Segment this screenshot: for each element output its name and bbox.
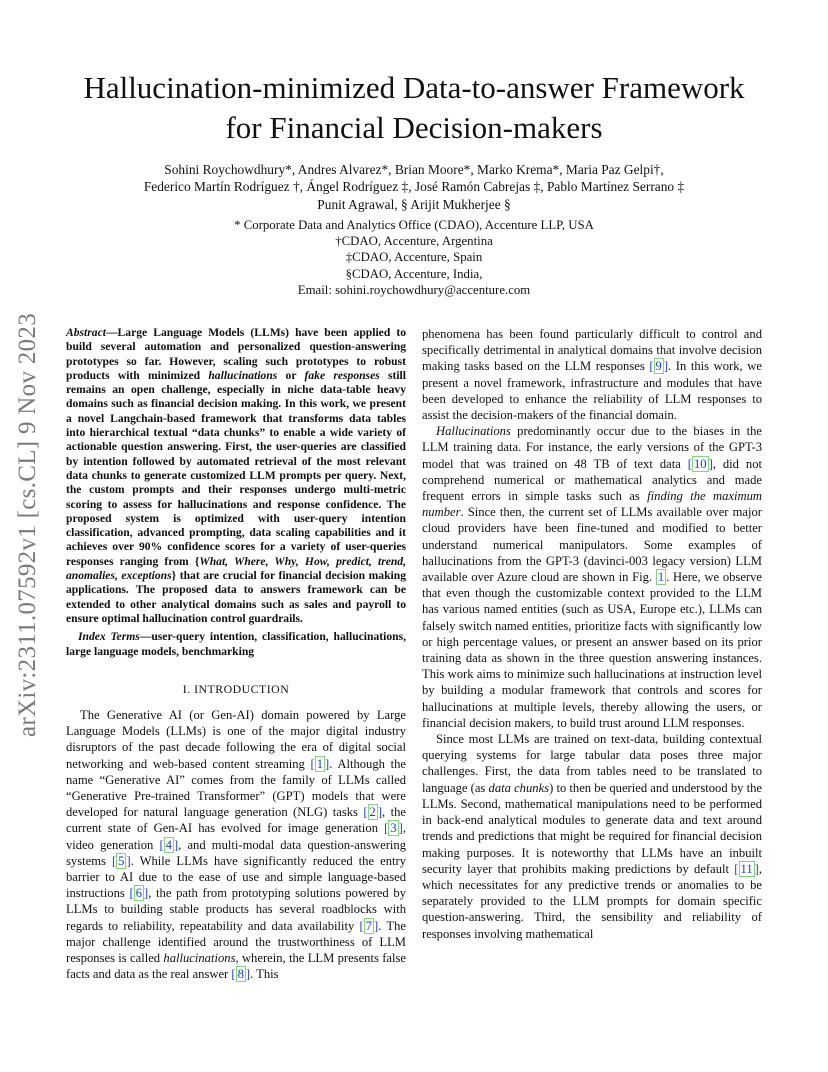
- citation-link[interactable]: 4: [165, 837, 172, 852]
- contact-email: Email: sohini.roychowdhury@accenture.com: [297, 282, 531, 297]
- citation-link[interactable]: 2: [369, 805, 376, 820]
- citation-link[interactable]: 8: [237, 967, 244, 982]
- citation-link[interactable]: 3: [390, 821, 397, 836]
- authors-line-2: Federico Martín Rodríguez †, Ángel Rodríguez ‡, José Ramón Cabrejas ‡, Pablo Martínez Serrano ‡: [143, 179, 685, 195]
- intro-paragraph-1: The Generative AI (or Gen-AI) domain powered by Large Language Models (LLMs) is one of the major digital industry disruptors of the past decade following the era of digital social networking and web-based content streaming [ 1 ] . Although the name “Generative AI” comes from the family of LLMs called “Generative Pre-trained Transformer” (GPT) models that were developed for natural language generation (NLG) tasks [ 2 ] , the current state of Gen-AI has evolved for image generation [ 3 ] , video generation [ 4 ] , and multi-modal data question-answering systems [ 5 ] . While LLMs have significantly reduced the entry barrier to AI due to the ease of use and simple language-based instructions [ 6 ] , the path from prototyping solutions powered by LLMs to building stable products has several roadblocks with regards to reliability, repeatability and data availability [ 7 ] . The major challenge identified around the trustworthiness of LLM responses is called hallucinations, wherein, the LLM presents false facts and data as the real answer [ 8 ] . This: [66, 707, 406, 982]
- intro-paragraph-1-continued: phenomena has been found particularly difficult to control and specifically detrimental in analytical domains that involve decision making tasks based on the LLM responses [ 9 ] . In this work, we present a novel framework, infrastructure and modules that have been developed to enhance the reliability of LLM responses to assist the decision-makers of the financial domain.: [422, 326, 762, 423]
- figure-link[interactable]: 1: [657, 570, 665, 585]
- author-list: [40, 161, 788, 213]
- paper-title: [40, 68, 788, 148]
- intro-paragraph-2: Hallucinations predominantly occur due to the biases in the LLM training data. For instance, the early versions of the GPT-3 model that was trained on 48 TB of text data [ 10 ] , did not comprehend numerical or mathematical analytics and made frequent errors in simple tasks such as finding the maximum number. Since then, the current set of LLMs available over major cloud providers have been fine-tuned and modified to better understand numerical manipulators. Some examples of hallucinations from the GPT-3 (davinci-003 legacy version) LLM available over Azure cloud are shown in Fig. 1 . Here, we observe that even though the customizable context provided to the LLM has various named entities (such as USA, Europe etc.), LLMs can falsely switch named entities, prioritize facts with significantly low or high percentage values, or present an answer based on its prior training data as shown in the three question answering instances. This work aims to minimize such hallucinations at instruction level by building a modular framework that controls and scores for hallucinations at multiple levels, thereby allowing the users, or financial decision makers, to build trust around LLM responses.: [422, 423, 762, 731]
- citation-link[interactable]: 6: [135, 886, 142, 901]
- citation-link[interactable]: 1: [316, 756, 324, 771]
- title-line-1: Hallucination-minimized Data-to-answer Framework: [83, 70, 745, 105]
- citation-link[interactable]: 9: [655, 359, 662, 374]
- affiliation-argentina: †CDAO, Accenture, Argentina: [335, 234, 493, 249]
- citation-link[interactable]: 10: [693, 456, 707, 471]
- citation-link[interactable]: 5: [118, 853, 125, 868]
- abstract: Abstract—Large Language Models (LLMs) have been applied to build several automation and personalized question-answering prototypes so far. However, scaling such prototypes to robust products with minimized hallucinations or fake responses still remains an open challenge, especially in niche data-table heavy domains such as financial decision making. In this work, we present a novel Langchain-based framework that transforms data tables into hierarchical textual “data chunks” to enable a wide variety of actionable question answering. First, the user-queries are classified by intention followed by automated retrieval of the most relevant data chunks to generate customized LLM prompts per query. Next, the custom prompts and their responses undergo multi-metric scoring to assess for hallucinations and response confidence. The proposed system is optimized with user-query intention classification, advanced prompting, data scaling capabilities and it achieves over 90% confidence scores for a variety of user-queries responses ranging from {What, Where, Why, How, predict, trend, anomalies, exceptions} that are crucial for financial decision making applications. The proposed data to answers framework can be extended to other analytical domains such as sales and payroll to ensure optimal hallucination control guardrails.: [66, 326, 407, 625]
- abstract-label: Abstract: [66, 326, 106, 339]
- arxiv-identifier: arXiv:2311.07592v1 [cs.CL] 9 Nov 2023: [14, 312, 41, 738]
- title-line-2: for Financial Decision-makers: [225, 110, 603, 145]
- authors-line-1: Sohini Roychowdhury*, Andres Alvarez*, Brian Moore*, Marko Krema*, Maria Paz Gelpi†,: [164, 162, 664, 177]
- right-column: [422, 326, 762, 942]
- index-terms: Index Terms—user-query intention, classification, hallucinations, large language models, benchmarking: [66, 630, 406, 658]
- index-terms-label: Index Terms: [78, 630, 140, 644]
- citation-link[interactable]: 7: [365, 918, 373, 933]
- section-heading-introduction: I. INTRODUCTION: [182, 681, 290, 696]
- affiliation-usa: * Corporate Data and Analytics Office (CDAO), Accenture LLP, USA: [234, 218, 594, 232]
- intro-paragraph-3: Since most LLMs are trained on text-data, building contextual querying systems for large tabular data poses three major challenges. First, the data from tables need to be translated to language (as data chunks) to then be queried and understood by the LLMs. Second, mathematical manipulations need to be performed in back-end analytical modules to generate data and text around trends and predictions that might be required for financial decision making purposes. It is noteworthy that LLMs have an inbuilt security layer that prohibits making predictions by default [ 11 ] , which necessitates for any predictive trends or anomalies to be separately provided to the LLM prompts for domain specific question-answering. Third, the sensibility and reliability of responses involving mathematical: [422, 731, 762, 942]
- affiliation-spain: ‡CDAO, Accenture, Spain: [345, 250, 483, 265]
- left-column: [66, 326, 406, 982]
- affiliation-india: §CDAO, Accenture, India,: [345, 266, 483, 281]
- citation-link[interactable]: 11: [740, 861, 753, 876]
- authors-line-3: Punit Agrawal, § Arijit Mukherjee §: [317, 196, 511, 212]
- affiliations: [40, 217, 788, 298]
